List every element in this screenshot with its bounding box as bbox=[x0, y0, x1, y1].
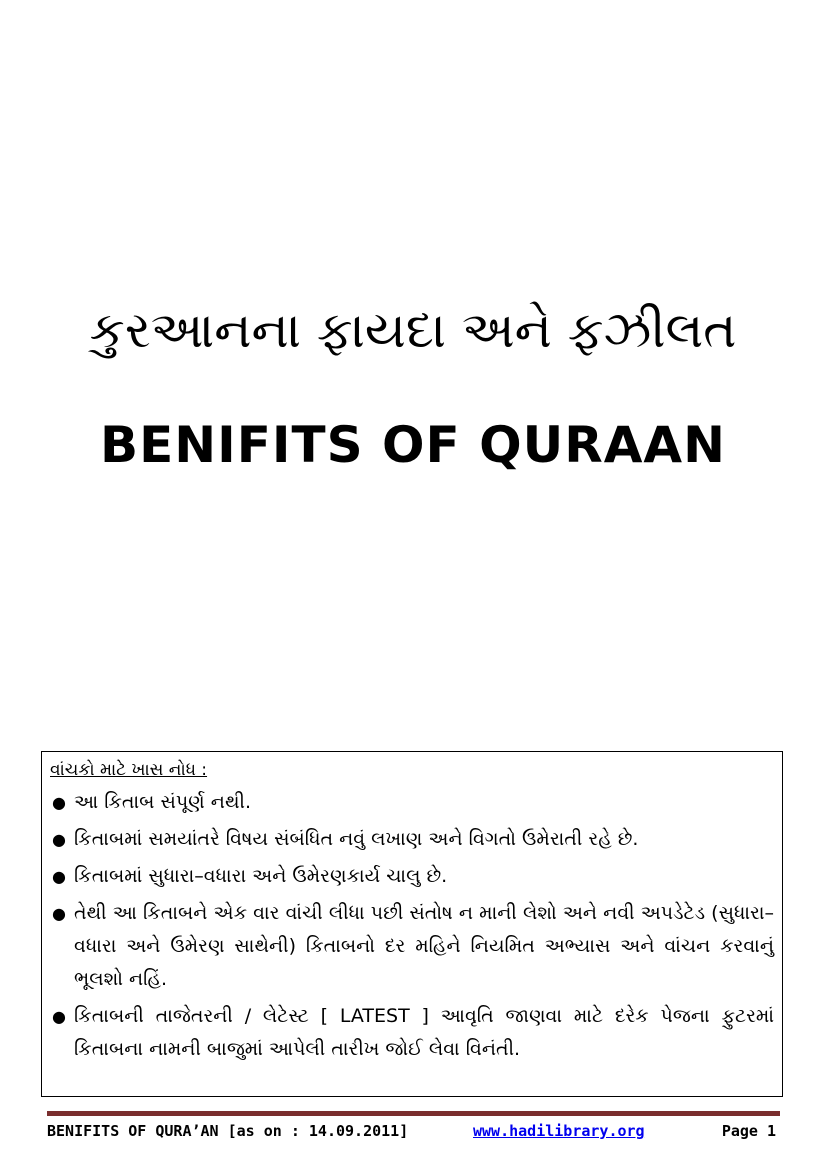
notice-item-text: કિતાબની તાજેતરની / લેટેસ્ટ [ LATEST ] આવૃતિ જાણવા માટે દરેક પેજના ફુટરમાં કિતાબના નામની બાજુમાં આપેલી તારીખ જોઈ લેવા વિનંતી. bbox=[74, 1005, 774, 1060]
reader-notice-box bbox=[41, 751, 783, 1097]
notice-item-text: તેથી આ કિતાબને એક વાર વાંચી લીધા પછી સંતોષ ન માની લેશો અને નવી અપડેટેડ (સુધારા–વધારા અને ઉમેરણ સાથેની) કિતાબનો દર મહિને નિયમિત અભ્યાસ અને વાંચન કરવાનું ભૂલશો નહિં. bbox=[74, 902, 774, 990]
notice-item bbox=[50, 897, 774, 996]
notice-list bbox=[50, 786, 774, 1066]
notice-item-text: આ કિતાબ સંપૂર્ણ નથી. bbox=[74, 791, 251, 813]
notice-item bbox=[50, 786, 774, 819]
gujarati-title: કુરઆનના ફાયદા અને ફઝીલત bbox=[89, 301, 737, 359]
notice-item-text: કિતાબમાં સમયાંતરે વિષય સંબંધિત નવું લખાણ અને વિગતો ઉમેરાતી રહે છે. bbox=[74, 828, 639, 850]
notice-item bbox=[50, 1000, 774, 1066]
bullet-icon: ● bbox=[52, 830, 66, 849]
notice-item bbox=[50, 823, 774, 856]
footer-title: BENIFITS OF QURA’AN [as on : 14.09.2011] bbox=[47, 1122, 409, 1140]
page-number: Page 1 bbox=[721, 1122, 776, 1140]
bullet-icon: ● bbox=[52, 1007, 66, 1026]
notice-item bbox=[50, 860, 774, 893]
footer-rule bbox=[47, 1111, 780, 1116]
bullet-icon: ● bbox=[52, 867, 66, 886]
notice-heading: વાંચકો માટે ખાસ નોધ : bbox=[50, 760, 208, 780]
notice-item-text: કિતાબમાં સુધારા–વધારા અને ઉમેરણકાર્ય ચાલુ છે. bbox=[74, 865, 448, 887]
footer-website-link[interactable]: www.hadilibrary.org bbox=[473, 1122, 645, 1140]
english-title: BENIFITS OF QURAAN bbox=[100, 416, 726, 474]
bullet-icon: ● bbox=[52, 793, 66, 812]
page-footer bbox=[47, 1120, 780, 1142]
bullet-icon: ● bbox=[52, 904, 66, 923]
